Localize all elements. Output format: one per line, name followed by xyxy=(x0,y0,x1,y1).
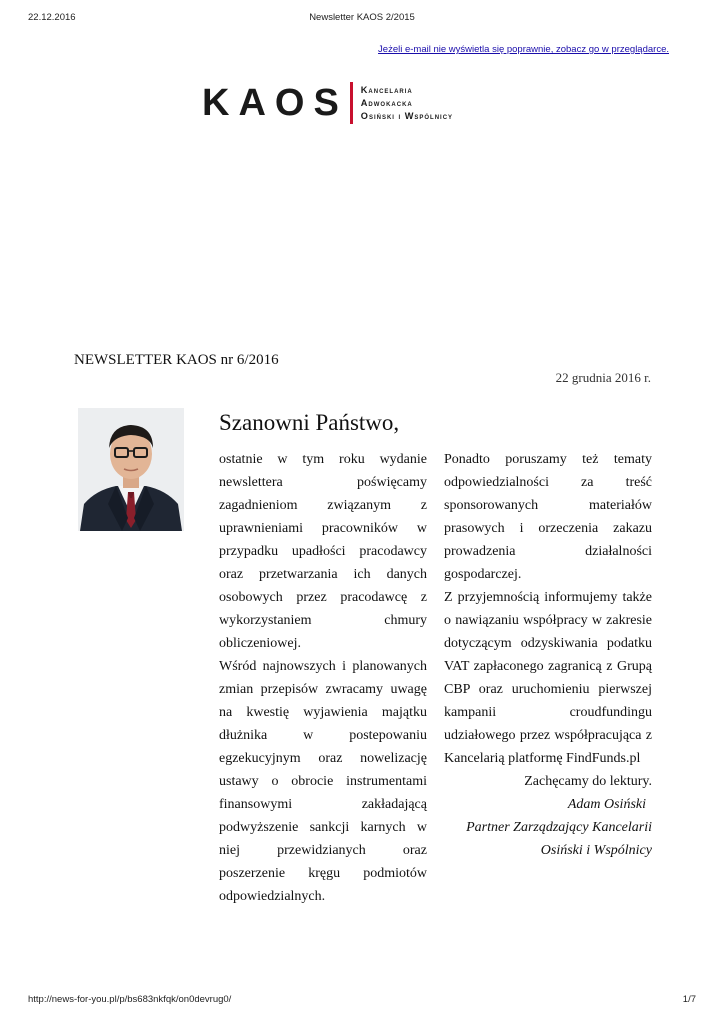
closing-line: Zachęcamy do lektury. xyxy=(524,774,652,789)
signature-firm: Osiński i Wspólnicy xyxy=(540,843,652,858)
signature-name: Adam Osiński xyxy=(567,797,646,812)
print-date: 22.12.2016 xyxy=(28,12,76,23)
print-url: http://news-for-you.pl/p/bs683nkfqk/on0devrug0/ xyxy=(28,994,232,1005)
print-title: Newsletter KAOS 2/2015 xyxy=(309,12,415,23)
newsletter-date: 22 grudnia 2016 r. xyxy=(555,370,651,385)
view-in-browser-link[interactable]: Jeżeli e-mail nie wyświetla się poprawnie, zobacz go w przeglądarce. xyxy=(378,44,669,55)
logo-line-1: Kancelaria xyxy=(360,84,413,95)
logo-line-3: Osiński i Wspólnicy xyxy=(360,110,454,121)
print-page-number: 1/7 xyxy=(682,994,696,1005)
logo-line-2: Adwokacka xyxy=(360,97,413,108)
body-paragraph: Ponadto poruszamy też tematy odpowiedzialności za treść sponsorowanych materiałów prasowych i orzeczenia zakazu prowadzenia działalności gospodarczej. xyxy=(444,452,652,582)
body-column-right xyxy=(444,448,652,862)
print-footer xyxy=(0,994,724,1008)
author-portrait xyxy=(78,408,184,531)
greeting-heading: Szanowni Państwo, xyxy=(219,410,400,435)
body-paragraph: ostatnie w tym roku wydanie newslettera poświęcamy zagadnieniom związanym z uprawnieniami pracowników w przypadku upadłości pracodawcy oraz przetwarzania ich danych osobowych przez pracodawcę z wykorzystaniem chmury obliczeniowej. xyxy=(219,452,427,651)
body-paragraph: Z przyjemnością informujemy także o nawiązaniu współpracy w zakresie dotyczącym odzyskiwania podatku VAT zapłaconego zagranicą z Grupą CBP oraz uruchomieniu pierwszej kampanii croudfundingu udziałowego przez współpracująca z Kancelarią platformę FindFunds.pl xyxy=(444,590,652,766)
newsletter-title: NEWSLETTER KAOS nr 6/2016 xyxy=(74,352,279,368)
logo-divider xyxy=(350,82,353,124)
kaos-logo xyxy=(202,80,532,126)
print-header xyxy=(0,12,724,26)
body-paragraph: Wśród najnowszych i planowanych zmian przepisów zwracamy uwagę na kwestię wyjawienia majątku dłużnika w postepowaniu egzekucyjnym oraz nowelizację ustawy o obrocie instrumentami finansowymi zakładającą podwyższenie sankcji karnych w niej przewidzianych oraz poszerzenie kręgu podmiotów odpowiedzialnych. xyxy=(219,659,427,904)
portrait-image xyxy=(78,408,184,531)
logo-firm-name xyxy=(361,84,453,123)
logo-wordmark: KAOS xyxy=(202,82,348,124)
body-column-left xyxy=(219,448,427,908)
signature-role: Partner Zarządzający Kancelarii xyxy=(466,820,652,835)
